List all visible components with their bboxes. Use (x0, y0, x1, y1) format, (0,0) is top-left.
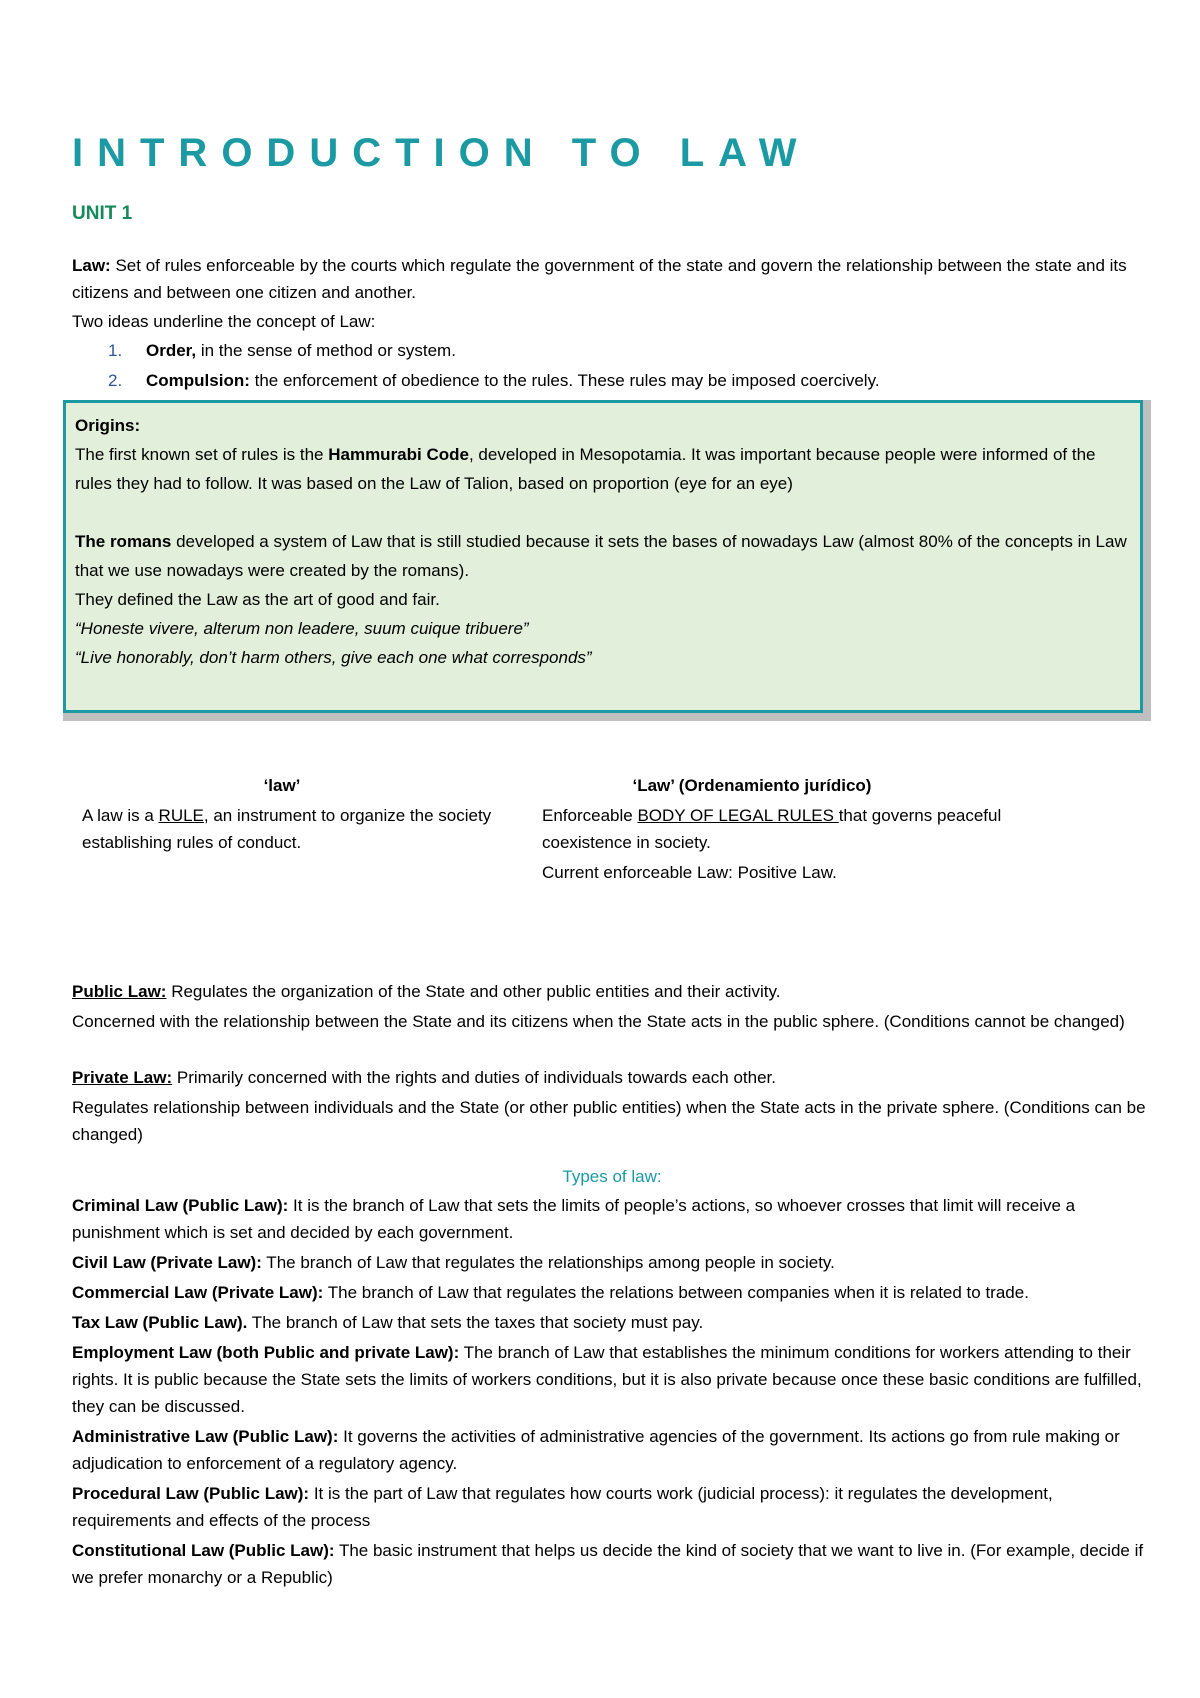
comparison-left-column (82, 772, 512, 856)
list-item: Administrative Law (Public Law): It governs the activities of administrative agencies of the government. Its actions go from rule making or adjudication to enforcement of a regulatory agency. (72, 1427, 1120, 1473)
public-law-detail: Concerned with the relationship between the State and its citizens when the State acts in the public sphere. (Conditions cannot be changed) (72, 1012, 1125, 1031)
private-law-definition: Private Law: Primarily concerned with the rights and duties of individuals towards each other. (72, 1068, 776, 1087)
origins-paragraph-3: They defined the Law as the art of good and fair. (75, 590, 440, 609)
body-of-rules-underlined: BODY OF LEGAL RULES (637, 806, 839, 825)
left-column-heading: ‘law’ (263, 776, 301, 795)
origins-box (63, 400, 1143, 713)
list-item: Tax Law (Public Law). The branch of Law that sets the taxes that society must pay. (72, 1313, 704, 1332)
idea-text: the enforcement of obedience to the rules. These rules may be imposed coercively. (249, 371, 880, 390)
types-of-law-list (72, 1192, 1152, 1594)
origins-heading: Origins: (75, 416, 141, 435)
right-column-text: Enforceable BODY OF LEGAL RULES that governs peaceful coexistence in society. (542, 806, 1002, 852)
ideas-list (72, 337, 1152, 397)
list-item (72, 367, 1152, 397)
list-item: Employment Law (both Public and private Law): The branch of Law that establishes the minimum conditions for workers attending to their rights. It is public because the State sets the limits of workers conditions, but it is also private because once these basic conditions are fulfilled, they can be discussed. (72, 1343, 1142, 1416)
hammurabi-code: Hammurabi Code (328, 445, 469, 464)
origins-paragraph-1: The first known set of rules is the Hammurabi Code, developed in Mesopotamia. It was important because people were informed of the rules they had to follow. It was based on the Law of Talion, based on proportion (eye for an eye) (75, 445, 1096, 493)
comparison-right-column (542, 772, 1022, 886)
list-item: Criminal Law (Public Law): It is the branch of Law that sets the limits of people’s actions, so whoever crosses that limit will receive a punishment which is set and decided by each government. (72, 1196, 1076, 1242)
private-law-detail: Regulates relationship between individuals and the State (or other public entities) when the State acts in the private sphere. (Conditions can be changed) (72, 1098, 1146, 1144)
list-number: 2. (108, 371, 123, 390)
law-term: Law: (72, 256, 111, 275)
rule-underlined: RULE (158, 806, 204, 825)
romans-term: The romans (75, 532, 172, 551)
origins-paragraph-2: The romans developed a system of Law that is still studied because it sets the bases of nowadays Law (almost 80% of the concepts in Law that we use nowadays were created by the romans). (75, 532, 1127, 580)
positive-law-line: Current enforceable Law: Positive Law. (542, 863, 837, 882)
idea-term: Order, (146, 341, 197, 360)
idea-term: Compulsion: (146, 371, 250, 390)
list-item: Constitutional Law (Public Law): The basic instrument that helps us decide the kind of society that we want to live in. (For example, decide if we prefer monarchy or a Republic) (72, 1541, 1144, 1587)
private-law-term: Private Law: (72, 1068, 173, 1087)
list-item: Commercial Law (Private Law): The branch of Law that regulates the relations between companies when it is related to trade. (72, 1283, 1029, 1302)
left-column-text: A law is a RULE, an instrument to organize the society establishing rules of conduct. (82, 806, 492, 852)
list-number: 1. (108, 341, 123, 360)
page-title: INTRODUCTION TO LAW (72, 131, 811, 175)
idea-text: in the sense of method or system. (196, 341, 456, 360)
public-law-term: Public Law: (72, 982, 167, 1001)
types-of-law-heading: Types of law: (562, 1167, 662, 1186)
list-item: Civil Law (Private Law): The branch of Law that regulates the relationships among people in society. (72, 1253, 835, 1272)
unit-heading: UNIT 1 (72, 203, 133, 224)
english-quote: “Live honorably, don’t harm others, give each one what corresponds” (75, 648, 592, 667)
law-definition-text: Set of rules enforceable by the courts which regulate the government of the state and govern the relationship between the state and its citizens and between one citizen and another. (72, 256, 1127, 302)
list-item: Procedural Law (Public Law): It is the part of Law that regulates how courts work (judicial process): it regulates the development, requirements and effects of the process (72, 1484, 1053, 1530)
list-item (72, 337, 1152, 367)
right-column-heading: ‘Law’ (Ordenamiento jurídico) (632, 776, 872, 795)
two-ideas-intro: Two ideas underline the concept of Law: (72, 312, 376, 331)
law-definition (72, 252, 1152, 306)
public-law-definition: Public Law: Regulates the organization of the State and other public entities and their activity. (72, 982, 781, 1001)
latin-quote: “Honeste vivere, alterum non leadere, suum cuique tribuere” (75, 619, 529, 638)
